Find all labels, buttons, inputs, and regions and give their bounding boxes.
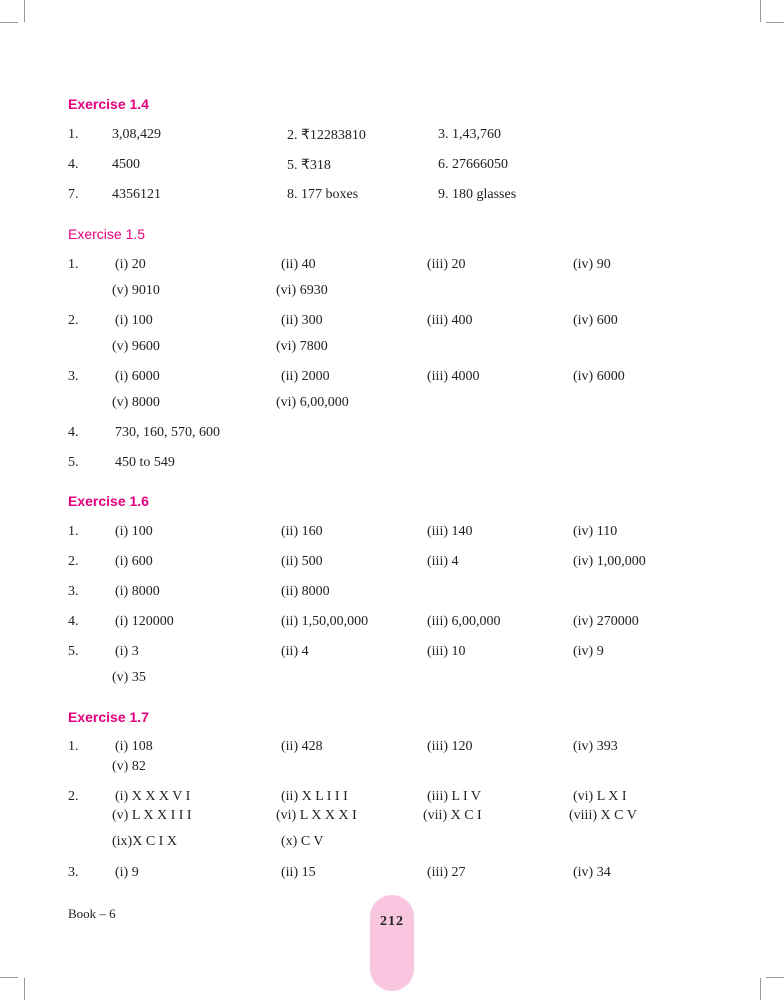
answer-item: (ix)X C I X [112,834,177,849]
answer-item: (ii) 160 [281,524,323,539]
answer-item: (iii) 27 [427,865,466,880]
answer-item: (ii) 40 [281,257,316,272]
answer-item: 8. 177 boxes [287,187,359,202]
question-number: 3. [68,584,79,599]
answer-item: (i) 8000 [115,584,160,599]
answer-item: (v) 9010 [112,283,160,298]
crop-mark [766,22,784,23]
book-label: Book – 6 [68,906,116,921]
answer-item: 6. 27666050 [438,157,508,172]
answer-item: (v) 82 [112,759,146,774]
question-number: 7. [68,187,79,202]
answer-item: (iii) 120 [427,739,473,754]
crop-mark [0,22,18,23]
answer-item: (iii) 10 [427,644,466,659]
answer-item: (vii) X C I [423,808,482,823]
answer-item: (i) 100 [115,313,153,328]
answer-item: 730, 160, 570, 600 [115,425,220,440]
question-number: 3. [68,865,79,880]
answer-item: (i) 3 [115,644,139,659]
answer-item: (i) 9 [115,865,139,880]
answer-item: (iv) 1,00,000 [573,554,646,569]
answer-item: (v) 35 [112,670,146,685]
answer-item: (iv) 110 [573,524,618,539]
question-number: 4. [68,425,79,440]
crop-mark [24,0,25,22]
answer-item: (iii) 4 [427,554,459,569]
answer-item: (i) X X X V I [115,789,191,804]
answer-item: (i) 100 [115,524,153,539]
answer-item: (ii) 15 [281,865,316,880]
answer-item: (iv) 270000 [573,614,639,629]
answer-item: (ii) 300 [281,313,323,328]
answer-item: (x) C V [281,834,324,849]
crop-mark [24,978,25,1000]
answer-item: 5. ₹318 [287,158,331,173]
page-number-badge [370,895,414,991]
answer-item: (ii) 4 [281,644,309,659]
exercise-title: Exercise 1.7 [68,709,149,725]
answer-item: (iii) 6,00,000 [427,614,501,629]
question-number: 2. [68,313,79,328]
question-number: 1. [68,127,79,142]
answer-item: (vi) 6930 [276,283,328,298]
answer-item: (v) L X X I I I [112,808,192,823]
answer-item: (iv) 9 [573,644,604,659]
answer-item: 4356121 [112,187,161,202]
answer-item: (ii) 8000 [281,584,330,599]
answer-item: (ii) X L I I I [281,789,348,804]
answer-item: (iv) 6000 [573,369,625,384]
answer-item: (v) 8000 [112,395,160,410]
answer-item: (iv) 600 [573,313,618,328]
question-number: 5. [68,644,79,659]
answer-item: (ii) 428 [281,739,323,754]
answer-item: (iv) 393 [573,739,618,754]
question-number: 1. [68,257,79,272]
crop-mark [0,977,18,978]
answer-item: (ii) 1,50,00,000 [281,614,369,629]
answer-item: 2. ₹12283810 [287,128,366,143]
answer-item: (vi) 7800 [276,339,328,354]
answer-item: 3. 1,43,760 [438,127,501,142]
question-number: 1. [68,739,79,754]
question-number: 4. [68,157,79,172]
answer-item: (iii) 4000 [427,369,480,384]
answer-item: (i) 600 [115,554,153,569]
answer-item: (i) 120000 [115,614,174,629]
answer-item: (ii) 500 [281,554,323,569]
answer-item: (i) 108 [115,739,153,754]
answer-item: 9. 180 glasses [438,187,517,202]
exercise-title: Exercise 1.5 [68,226,146,242]
exercise-title: Exercise 1.6 [68,493,149,509]
crop-mark [760,978,761,1000]
answer-item: (ii) 2000 [281,369,330,384]
crop-mark [766,977,784,978]
answer-item: (iii) 400 [427,313,473,328]
exercise-title: Exercise 1.4 [68,96,149,112]
question-number: 5. [68,455,79,470]
answer-item: 4500 [112,157,140,172]
answer-item: (iii) 20 [427,257,466,272]
question-number: 4. [68,614,79,629]
crop-mark [760,0,761,22]
answer-item: (i) 20 [115,257,146,272]
answer-item: (iv) 34 [573,865,611,880]
answer-item: (vi) L X I [573,789,627,804]
answer-item: (iii) 140 [427,524,473,539]
answer-item: (v) 9600 [112,339,160,354]
question-number: 2. [68,789,79,804]
answer-item: (viii) X C V [569,808,637,823]
answer-item: (vi) 6,00,000 [276,395,349,410]
answer-item: 450 to 549 [115,455,175,470]
answer-item: 3,08,429 [112,127,161,142]
answer-item: (i) 6000 [115,369,160,384]
answer-item: (iii) L I V [427,789,482,804]
answer-item: (vi) L X X X I [276,808,357,823]
question-number: 1. [68,524,79,539]
question-number: 3. [68,369,79,384]
answer-item: (iv) 90 [573,257,611,272]
page-number: 212 [380,914,404,929]
question-number: 2. [68,554,79,569]
